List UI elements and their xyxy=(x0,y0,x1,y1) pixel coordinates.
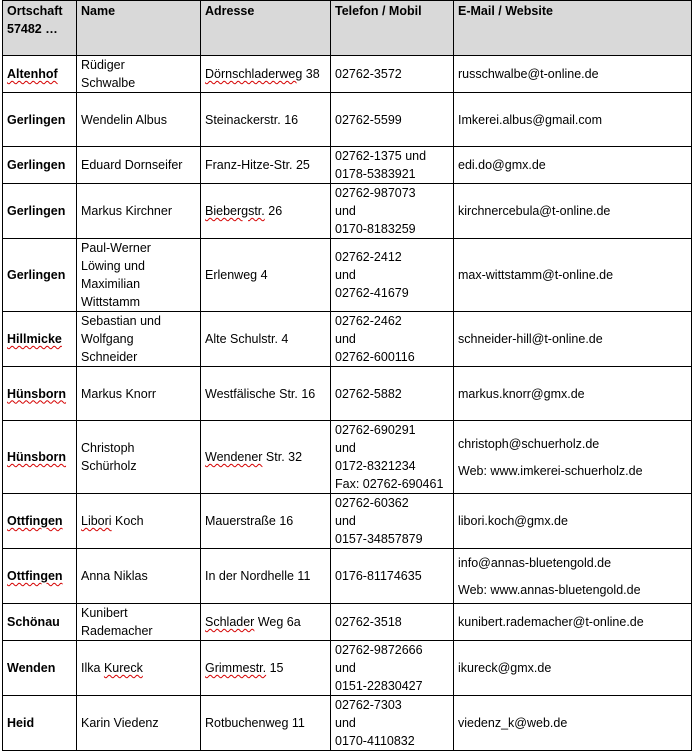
cell-adresse xyxy=(201,421,331,494)
adresse-text: Rotbuchenweg 11 xyxy=(205,716,305,730)
email-text: christoph@schuerholz.de xyxy=(458,436,600,451)
table-row xyxy=(3,604,692,641)
telefon-line: und xyxy=(335,514,356,528)
email-text: libori.koch@gmx.de xyxy=(458,514,568,528)
cell-email xyxy=(454,696,692,751)
name-line: Wendelin Albus xyxy=(81,112,167,127)
name-line: Schwalbe xyxy=(81,76,136,90)
ortschaft-text: Gerlingen xyxy=(7,112,66,127)
header-row xyxy=(3,1,692,56)
cell-name xyxy=(77,56,201,93)
email-text: info@annas-bluetengold.de xyxy=(458,555,612,570)
cell-adresse xyxy=(201,312,331,367)
header-telefon: Telefon / Mobil xyxy=(331,1,454,56)
email-text: edi.do@gmx.de xyxy=(458,158,546,172)
ortschaft-text: Wenden xyxy=(7,661,56,675)
cell-ortschaft xyxy=(3,147,77,184)
telefon-line: 0172-8321234 xyxy=(335,459,416,473)
cell-email xyxy=(454,549,692,604)
telefon-line: und xyxy=(335,441,356,455)
cell-ortschaft xyxy=(3,367,77,421)
cell-adresse xyxy=(201,147,331,184)
table-row xyxy=(3,93,692,147)
adresse-text: Schlader Weg 6a xyxy=(205,615,301,629)
ortschaft-text: Ottfingen xyxy=(7,569,63,583)
cell-name xyxy=(77,367,201,421)
table-row xyxy=(3,696,692,751)
adresse-text: Biebergstr. 26 xyxy=(205,204,283,218)
cell-ortschaft xyxy=(3,312,77,367)
cell-email xyxy=(454,239,692,312)
table-row xyxy=(3,421,692,494)
adresse-text: Westfälische Str. 16 xyxy=(205,386,316,401)
line-gap xyxy=(458,572,687,581)
cell-adresse xyxy=(201,367,331,421)
ortschaft-text: Hünsborn xyxy=(7,450,67,464)
name-line: Rüdiger xyxy=(81,58,125,72)
adresse-text: Alte Schulstr. 4 xyxy=(205,332,289,346)
telefon-line: 02762-60362 xyxy=(335,496,409,510)
cell-name xyxy=(77,494,201,549)
cell-email xyxy=(454,312,692,367)
cell-telefon xyxy=(331,549,454,604)
cell-adresse xyxy=(201,696,331,751)
cell-email xyxy=(454,367,692,421)
cell-email xyxy=(454,641,692,696)
cell-telefon xyxy=(331,604,454,641)
ortschaft-text: Schönau xyxy=(7,615,60,629)
name-line: Markus Knorr xyxy=(81,386,157,401)
cell-telefon xyxy=(331,421,454,494)
cell-ortschaft xyxy=(3,239,77,312)
telefon-line: 02762-9872666 xyxy=(335,643,423,657)
website-text: Web: www.imkerei-schuerholz.de xyxy=(458,463,643,478)
cell-telefon xyxy=(331,147,454,184)
name-line: Wolfgang xyxy=(81,332,134,346)
website-text: Web: www.annas-bluetengold.de xyxy=(458,582,641,597)
telefon-line: 02762-690291 xyxy=(335,423,416,437)
cell-ortschaft xyxy=(3,641,77,696)
email-text: viedenz_k@web.de xyxy=(458,716,568,730)
table-row xyxy=(3,549,692,604)
email-text: schneider-hill@t-online.de xyxy=(458,332,603,346)
table-row xyxy=(3,239,692,312)
name-line: Rademacher xyxy=(81,624,153,638)
email-text: russchwalbe@t-online.de xyxy=(458,67,599,81)
name-line: Eduard Dornseifer xyxy=(81,158,183,172)
table-row xyxy=(3,184,692,239)
cell-telefon xyxy=(331,312,454,367)
cell-email xyxy=(454,421,692,494)
telefon-line: 0170-8183259 xyxy=(335,222,416,236)
table-body xyxy=(3,56,692,751)
email-text: Imkerei.albus@gmail.com xyxy=(458,112,602,127)
ortschaft-text: Ottfingen xyxy=(7,514,63,528)
cell-name xyxy=(77,312,201,367)
telefon-line: und xyxy=(335,716,356,730)
telefon-line: 02762-5882 xyxy=(335,386,402,401)
cell-name xyxy=(77,696,201,751)
cell-adresse xyxy=(201,549,331,604)
ortschaft-text: Hillmicke xyxy=(7,332,62,346)
cell-email xyxy=(454,604,692,641)
table-row xyxy=(3,494,692,549)
telefon-line: 02762-2412 xyxy=(335,250,402,264)
ortschaft-text: Gerlingen xyxy=(7,204,66,218)
cell-ortschaft xyxy=(3,494,77,549)
name-line: Wittstamm xyxy=(81,295,141,309)
telefon-line: Fax: 02762-690461 xyxy=(335,477,444,491)
adresse-text: Erlenweg 4 xyxy=(205,268,268,282)
telefon-line: und xyxy=(335,268,356,282)
cell-adresse xyxy=(201,93,331,147)
name-line: Christoph xyxy=(81,441,135,455)
contact-table xyxy=(2,0,692,751)
cell-email xyxy=(454,56,692,93)
cell-ortschaft xyxy=(3,549,77,604)
ortschaft-text: Altenhof xyxy=(7,67,58,81)
telefon-line: und xyxy=(335,661,356,675)
telefon-line: 02762-987073 xyxy=(335,186,416,200)
cell-adresse xyxy=(201,641,331,696)
telefon-line: 02762-3518 xyxy=(335,615,402,629)
cell-name xyxy=(77,421,201,494)
telefon-line: 02762-5599 xyxy=(335,112,402,127)
telefon-line: und xyxy=(335,204,356,218)
email-text: ikureck@gmx.de xyxy=(458,661,552,675)
telefon-line: 02762-41679 xyxy=(335,286,409,300)
telefon-line: 02762-600116 xyxy=(335,350,415,364)
telefon-line: 02762-1375 und xyxy=(335,149,427,163)
name-line: Löwing und xyxy=(81,259,145,273)
cell-telefon xyxy=(331,494,454,549)
telefon-line: 02762-7303 xyxy=(335,698,402,712)
adresse-text: Steinackerstr. 16 xyxy=(205,112,299,127)
name-line: Karin Viedenz xyxy=(81,716,159,730)
header-ortschaft xyxy=(3,1,77,56)
cell-telefon xyxy=(331,696,454,751)
header-email: E-Mail / Website xyxy=(454,1,692,56)
table-row xyxy=(3,56,692,93)
cell-adresse xyxy=(201,56,331,93)
telefon-line: und xyxy=(335,332,356,346)
name-line: Ilka Kureck xyxy=(81,661,143,675)
cell-telefon xyxy=(331,367,454,421)
email-text: markus.knorr@gmx.de xyxy=(458,386,585,401)
cell-name xyxy=(77,239,201,312)
name-line: Maximilian xyxy=(81,277,141,291)
cell-name xyxy=(77,549,201,604)
telefon-line: 0176-81174635 xyxy=(335,569,422,583)
cell-ortschaft xyxy=(3,56,77,93)
telefon-line: 0178-5383921 xyxy=(335,167,416,181)
cell-adresse xyxy=(201,604,331,641)
cell-email xyxy=(454,184,692,239)
adresse-text: Grimmestr. 15 xyxy=(205,661,284,675)
cell-telefon xyxy=(331,641,454,696)
cell-email xyxy=(454,494,692,549)
cell-name xyxy=(77,604,201,641)
adresse-text: Wendener Str. 32 xyxy=(205,450,303,464)
cell-ortschaft xyxy=(3,696,77,751)
cell-ortschaft xyxy=(3,184,77,239)
email-text: kirchnercebula@t-online.de xyxy=(458,204,611,218)
ortschaft-text: Hünsborn xyxy=(7,386,67,401)
cell-ortschaft xyxy=(3,421,77,494)
cell-adresse xyxy=(201,494,331,549)
cell-email xyxy=(454,147,692,184)
ortschaft-text: Gerlingen xyxy=(7,268,66,282)
cell-email xyxy=(454,93,692,147)
telefon-line: 0157-34857879 xyxy=(335,532,423,546)
line-gap xyxy=(458,453,687,462)
cell-name xyxy=(77,184,201,239)
cell-adresse xyxy=(201,239,331,312)
table-row xyxy=(3,641,692,696)
cell-ortschaft xyxy=(3,93,77,147)
header-ortschaft-line2: 57482 … xyxy=(7,22,58,36)
name-line: Schürholz xyxy=(81,459,137,473)
adresse-text: Mauerstraße 16 xyxy=(205,514,294,528)
cell-ortschaft xyxy=(3,604,77,641)
email-text: kunibert.rademacher@t-online.de xyxy=(458,615,644,629)
name-line: Schneider xyxy=(81,350,138,364)
cell-telefon xyxy=(331,239,454,312)
cell-telefon xyxy=(331,184,454,239)
header-name: Name xyxy=(77,1,201,56)
name-line: Anna Niklas xyxy=(81,569,148,583)
cell-name xyxy=(77,93,201,147)
adresse-text: Franz-Hitze-Str. 25 xyxy=(205,158,310,172)
telefon-line: 0170-4110832 xyxy=(335,734,415,748)
adresse-text: Dörnschladerweg 38 xyxy=(205,67,320,81)
cell-name xyxy=(77,641,201,696)
cell-telefon xyxy=(331,93,454,147)
name-line: Paul-Werner xyxy=(81,241,151,255)
table-row xyxy=(3,312,692,367)
header-ortschaft-line1: Ortschaft xyxy=(7,4,63,18)
cell-adresse xyxy=(201,184,331,239)
cell-telefon xyxy=(331,56,454,93)
name-line: Sebastian und xyxy=(81,314,161,328)
telefon-line: 0151-22830427 xyxy=(335,679,423,693)
table-row xyxy=(3,147,692,184)
ortschaft-text: Heid xyxy=(7,716,35,730)
email-text: max-wittstamm@t-online.de xyxy=(458,268,614,282)
name-line: Kunibert xyxy=(81,606,128,620)
name-line: Markus Kirchner xyxy=(81,204,172,218)
header-adresse: Adresse xyxy=(201,1,331,56)
adresse-text: In der Nordhelle 11 xyxy=(205,569,311,583)
telefon-line: 02762-3572 xyxy=(335,67,402,81)
cell-name xyxy=(77,147,201,184)
ortschaft-text: Gerlingen xyxy=(7,158,66,172)
name-line: Libori Koch xyxy=(81,514,144,528)
telefon-line: 02762-2462 xyxy=(335,314,402,328)
table-row xyxy=(3,367,692,421)
